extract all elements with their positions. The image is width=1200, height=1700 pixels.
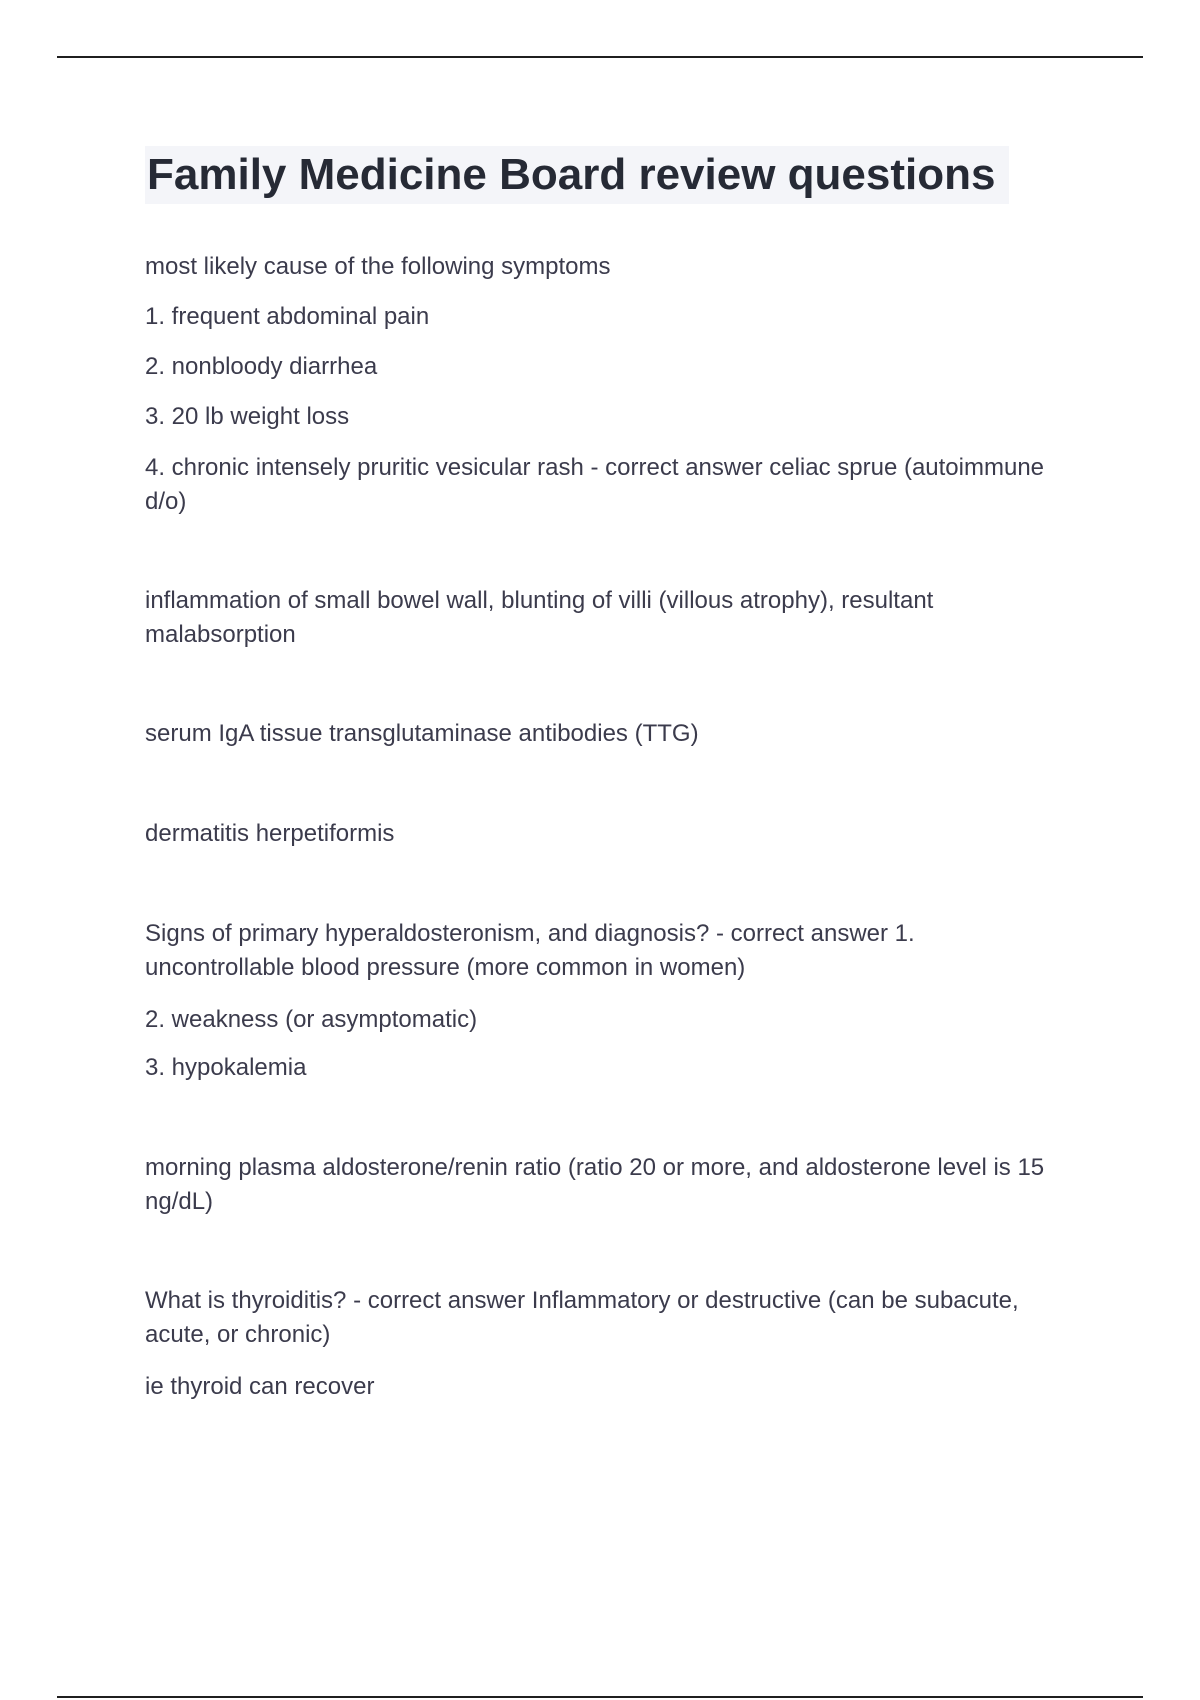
footer-rule bbox=[57, 1696, 1143, 1698]
list-item-symptom-1: 1. frequent abdominal pain bbox=[145, 303, 430, 330]
paragraph-hyperaldosteronism: Signs of primary hyperaldosteronism, and diagnosis? - correct answer 1. uncontrollable blood pressure (more common in women) bbox=[145, 920, 915, 981]
header-rule bbox=[57, 56, 1143, 58]
paragraph-thyroiditis: What is thyroiditis? - correct answer Inflammatory or destructive (can be subacute, acute, or chronic) bbox=[145, 1287, 1019, 1348]
document-title: Family Medicine Board review questions bbox=[145, 146, 1009, 204]
paragraph-small-bowel: inflammation of small bowel wall, blunting of villi (villous atrophy), resultant malabsorption bbox=[145, 587, 934, 648]
paragraph-dermatitis: dermatitis herpetiformis bbox=[145, 820, 395, 847]
list-item-symptom-3: 3. 20 lb weight loss bbox=[145, 403, 350, 430]
list-item-symptom-4-answer: 4. chronic intensely pruritic vesicular rash - correct answer celiac sprue (autoimmune d/o) bbox=[145, 454, 1045, 515]
paragraph-ttg-test: serum IgA tissue transglutaminase antibodies (TTG) bbox=[145, 720, 699, 747]
paragraph-symptoms-intro: most likely cause of the following symptoms bbox=[145, 253, 611, 280]
list-item-symptom-2: 2. nonbloody diarrhea bbox=[145, 353, 378, 380]
paragraph-aldosterone-ratio: morning plasma aldosterone/renin ratio (ratio 20 or more, and aldosterone level is 15 ng/dL) bbox=[145, 1154, 1045, 1215]
paragraph-thyroid-recover: ie thyroid can recover bbox=[145, 1373, 375, 1400]
list-item-weakness: 2. weakness (or asymptomatic) bbox=[145, 1006, 478, 1033]
list-item-hypokalemia: 3. hypokalemia bbox=[145, 1054, 307, 1081]
